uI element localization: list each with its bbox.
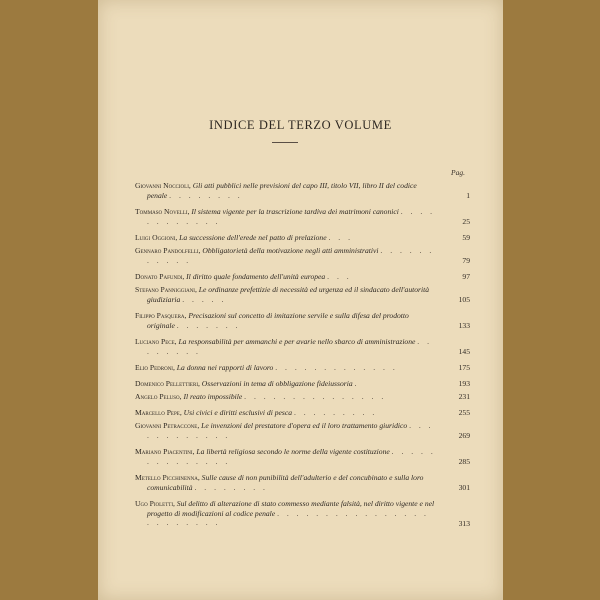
entry-page: 25 [462, 217, 470, 227]
entry-author: Mariano Piacentini, [135, 447, 195, 456]
toc-entry: Angelo Peluso, Il reato impossibile . . . . . . . . . . . . . . . 231 [135, 392, 470, 402]
entry-author: Donato Pafundi, [135, 272, 185, 281]
entry-author: Ugo Pioletti, [135, 499, 175, 508]
entry-author: Filippo Pasquera, [135, 311, 187, 320]
entry-author: Marcello Pepe, [135, 408, 182, 417]
toc-entry: Domenico Pellettieri, Osservazioni in tema di obbligazione fideiussoria . 193 [135, 379, 470, 389]
toc-entry: Donato Pafundi, Il diritto quale fondamento dell'unità europea . . . 97 [135, 272, 470, 282]
entry-page: 269 [458, 431, 470, 441]
entry-author: Luciano Pece, [135, 337, 177, 346]
entry-title: Il sistema vigente per la trascrizione tardiva dei matrimoni canonici [191, 207, 399, 216]
entry-page: 231 [458, 392, 470, 402]
entry-page: 145 [458, 347, 470, 357]
entry-page: 301 [458, 483, 470, 493]
entry-page: 105 [458, 295, 470, 305]
entry-title: Le ordinanze prefettizie di necessità ed urgenza ed il sindacato dell'autorità giudiziaria [147, 285, 430, 304]
entry-author: Giovanni Petraccone, [135, 421, 200, 430]
toc-entry: Metello Picchinenna, Sulle cause di non punibilità dell'adulterio e del concubinato e sulla loro comunicabilità . . . . . . . . 301 [135, 473, 470, 493]
page-column-label: Pag. [451, 168, 465, 177]
entry-title: La donna nei rapporti di lavoro [176, 363, 274, 372]
entry-title: Le invenzioni del prestatore d'opera ed il loro trattamento giuridico [201, 421, 408, 430]
toc-entry: Ugo Pioletti, Sul delitto di alterazione di stato commesso mediante falsità, nel diritto vigente e nel progetto di modificazioni al codice penale . . . . . . . . . . . . . . . . . . . . . . . . 313 [135, 499, 470, 529]
entry-title: Il diritto quale fondamento dell'unità europea [186, 272, 326, 281]
entry-author: Luigi Oggioni, [135, 233, 178, 242]
toc-entry: Giovanni Petraccone, Le invenzioni del prestatore d'opera ed il loro trattamento giuridico . . . . . . . . . . . . 269 [135, 421, 470, 441]
entry-page: 133 [458, 321, 470, 331]
entry-author: Domenico Pellettieri, [135, 379, 200, 388]
entry-page: 1 [466, 191, 470, 201]
entry-title: La libertà religiosa secondo le norme della vigente costituzione [196, 447, 390, 456]
toc-entry: Giovanni Noccioli, Gli atti pubblici nelle previsioni del capo III, titolo VII, libro II del codice penale . . . . . . . . 1 [135, 181, 470, 201]
toc-entry: Luigi Oggioni, La successione dell'erede nel patto di prelazione . . . 59 [135, 233, 470, 243]
entry-page: 313 [458, 519, 470, 529]
entry-page: 79 [462, 256, 470, 266]
entry-title: Usi civici e diritti esclusivi di pesca [183, 408, 293, 417]
entry-title: La responsabilità per ammanchi e per avarie nello sbarco di amministrazione [178, 337, 416, 346]
entry-page: 97 [462, 272, 470, 282]
entry-page: 175 [458, 363, 470, 373]
entry-author: Stefano Panniggiani, [135, 285, 197, 294]
entry-author: Elio Pedroni, [135, 363, 175, 372]
book-page [98, 0, 503, 600]
entry-page: 59 [462, 233, 470, 243]
entry-title: Obbligatorietà della motivazione negli atti amministrativi [202, 246, 379, 255]
entry-author: Gennaro Pandolfelli, [135, 246, 201, 255]
entry-page: 285 [458, 457, 470, 467]
entry-title: Gli atti pubblici nelle previsioni del capo III, titolo VII, libro II del codice penale [147, 181, 417, 200]
toc-entry: Stefano Panniggiani, Le ordinanze prefettizie di necessità ed urgenza ed il sindacato dell'autorità giudiziaria . . . . . 105 [135, 285, 470, 305]
entry-author: Metello Picchinenna, [135, 473, 200, 482]
toc-entry: Luciano Pece, La responsabilità per ammanchi e per avarie nello sbarco di amministrazione . . . . . . . . 145 [135, 337, 470, 357]
toc-entry: Filippo Pasquera, Precisazioni sul concetto di imitazione servile e sulla difesa del prodotto originale . . . . . . . 133 [135, 311, 470, 331]
entry-title: Sulle cause di non punibilità dell'adulterio e del concubinato e sulla loro comunicabilità [147, 473, 424, 492]
entry-author: Giovanni Noccioli, [135, 181, 191, 190]
title-rule [272, 142, 298, 143]
toc-entry: Marcello Pepe, Usi civici e diritti esclusivi di pesca . . . . . . . . . 255 [135, 408, 470, 418]
entry-title: Precisazioni sul concetto di imitazione servile e sulla difesa del prodotto originale [147, 311, 409, 330]
toc-entry: Tommaso Novelli, Il sistema vigente per la trascrizione tardiva dei matrimoni canonici . . . . . . . . . . . . 25 [135, 207, 470, 227]
toc-entry: Elio Pedroni, La donna nei rapporti di lavoro . . . . . . . . . . . . . 175 [135, 363, 470, 373]
entry-page: 193 [458, 379, 470, 389]
toc-entry: Mariano Piacentini, La libertà religiosa secondo le norme della vigente costituzione . . . . . . . . . . . . . . 285 [135, 447, 470, 467]
toc-entry: Gennaro Pandolfelli, Obbligatorietà della motivazione negli atti amministrativi . . . . . . . . . . . 79 [135, 246, 470, 266]
entry-author: Tommaso Novelli, [135, 207, 190, 216]
entry-title: Osservazioni in tema di obbligazione fideiussoria [201, 379, 353, 388]
entry-title: Il reato impossibile [183, 392, 243, 401]
entry-title: Sul delitto di alterazione di stato commesso mediante falsità, nel diritto vigente e nel progetto di modificazioni al codice penale [147, 499, 435, 518]
entry-title: La successione dell'erede nel patto di prelazione [179, 233, 327, 242]
entry-author: Angelo Peluso, [135, 392, 182, 401]
page-title: INDICE DEL TERZO VOLUME [209, 118, 392, 132]
entry-page: 255 [458, 408, 470, 418]
